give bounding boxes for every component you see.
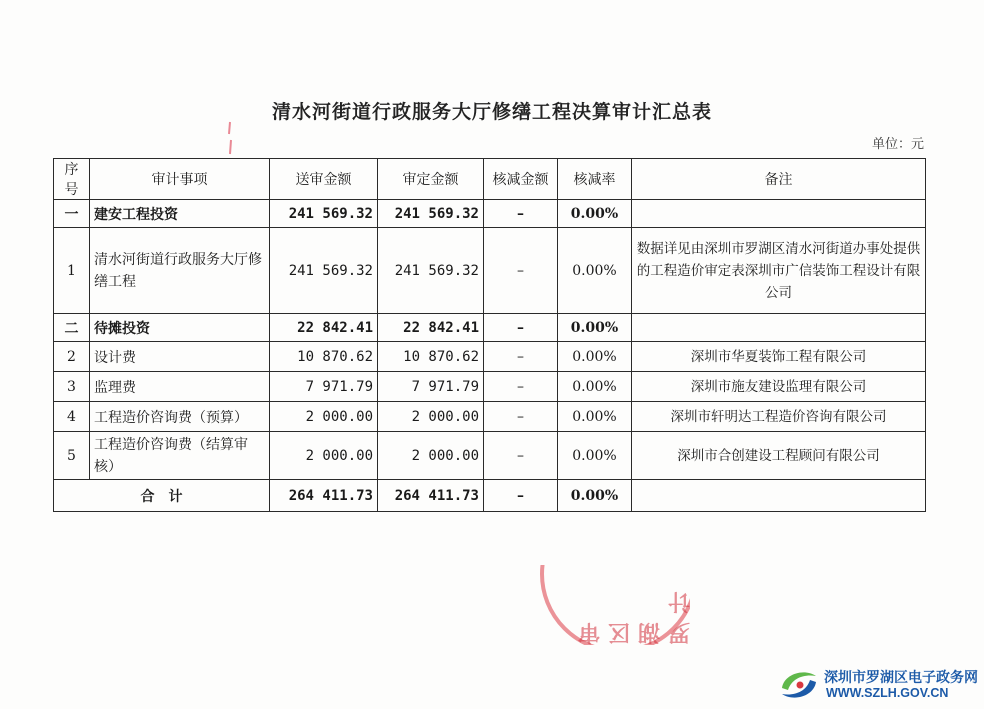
- row-approved: 241 569.32: [378, 200, 484, 228]
- row-item: 设计费: [90, 342, 270, 372]
- row-rate: 0.00%: [558, 314, 632, 342]
- row-reduction: –: [484, 200, 558, 228]
- logo-url: WWW.SZLH.GOV.CN: [826, 686, 949, 700]
- row-approved: 10 870.62: [378, 342, 484, 372]
- row-reduction: –: [484, 432, 558, 480]
- row-item: 待摊投资: [90, 314, 270, 342]
- table-row: [54, 342, 926, 372]
- row-submitted: 241 569.32: [270, 200, 378, 228]
- row-rate: 0.00%: [558, 432, 632, 480]
- header-no: 序号: [54, 159, 90, 200]
- row-approved: 241 569.32: [378, 228, 484, 314]
- row-no: 2: [54, 342, 90, 372]
- row-reduction: –: [484, 402, 558, 432]
- header-rate: 核减率: [558, 159, 632, 200]
- total-rate: 0.00%: [558, 480, 632, 512]
- row-submitted: 10 870.62: [270, 342, 378, 372]
- total-note: [632, 480, 926, 512]
- row-no: 4: [54, 402, 90, 432]
- total-reduction: –: [484, 480, 558, 512]
- row-no: 1: [54, 228, 90, 314]
- row-approved: 22 842.41: [378, 314, 484, 342]
- total-row: [54, 480, 926, 512]
- row-submitted: 7 971.79: [270, 372, 378, 402]
- row-submitted: 2 000.00: [270, 402, 378, 432]
- table-row: [54, 200, 926, 228]
- row-submitted: 22 842.41: [270, 314, 378, 342]
- swirl-logo-icon: [778, 666, 820, 704]
- row-reduction: –: [484, 372, 558, 402]
- row-note: 深圳市华夏装饰工程有限公司: [632, 342, 926, 372]
- row-approved: 7 971.79: [378, 372, 484, 402]
- header-approved: 审定金额: [378, 159, 484, 200]
- table-row: [54, 228, 926, 314]
- seal-text: 罗湖区审计: [569, 588, 690, 645]
- table-row: [54, 402, 926, 432]
- row-no: 一: [54, 200, 90, 228]
- row-note: [632, 314, 926, 342]
- table-row: [54, 314, 926, 342]
- logo-name-cn: 深圳市罗湖区电子政务网: [824, 670, 978, 686]
- document-title: 清水河街道行政服务大厅修缮工程决算审计汇总表: [271, 101, 712, 123]
- row-item: 监理费: [90, 372, 270, 402]
- row-note: [632, 200, 926, 228]
- row-note: 深圳市合创建设工程顾问有限公司: [632, 432, 926, 480]
- row-no: 二: [54, 314, 90, 342]
- table-header-row: [54, 159, 926, 200]
- row-item: 工程造价咨询费（结算审核）: [90, 432, 270, 480]
- audit-summary-table: [53, 158, 926, 512]
- row-submitted: 241 569.32: [270, 228, 378, 314]
- row-no: 5: [54, 432, 90, 480]
- row-note: 深圳市施友建设监理有限公司: [632, 372, 926, 402]
- row-item: 建安工程投资: [90, 200, 270, 228]
- row-reduction: –: [484, 314, 558, 342]
- row-rate: 0.00%: [558, 342, 632, 372]
- total-approved: 264 411.73: [378, 480, 484, 512]
- site-logo[interactable]: [778, 664, 984, 706]
- header-item: 审计事项: [90, 159, 270, 200]
- row-no: 3: [54, 372, 90, 402]
- header-note: 备注: [632, 159, 926, 200]
- header-reduction: 核减金额: [484, 159, 558, 200]
- row-approved: 2 000.00: [378, 402, 484, 432]
- row-approved: 2 000.00: [378, 432, 484, 480]
- official-seal-stamp: [540, 565, 690, 645]
- row-rate: 0.00%: [558, 200, 632, 228]
- row-rate: 0.00%: [558, 402, 632, 432]
- table-row: [54, 432, 926, 480]
- row-reduction: –: [484, 228, 558, 314]
- row-reduction: –: [484, 342, 558, 372]
- total-label: 合 计: [54, 480, 270, 512]
- row-rate: 0.00%: [558, 372, 632, 402]
- row-note: 深圳市轩明达工程造价咨询有限公司: [632, 402, 926, 432]
- row-item: 工程造价咨询费（预算）: [90, 402, 270, 432]
- row-submitted: 2 000.00: [270, 432, 378, 480]
- total-submitted: 264 411.73: [270, 480, 378, 512]
- row-item: 清水河街道行政服务大厅修缮工程: [90, 228, 270, 314]
- row-rate: 0.00%: [558, 228, 632, 314]
- header-submitted: 送审金额: [270, 159, 378, 200]
- unit-label: 单位：元: [871, 137, 924, 152]
- row-note: 数据详见由深圳市罗湖区清水河街道办事处提供的工程造价审定表深圳市广信装饰工程设计有限公司: [632, 228, 926, 314]
- red-ink-mark: [225, 120, 235, 160]
- table-row: [54, 372, 926, 402]
